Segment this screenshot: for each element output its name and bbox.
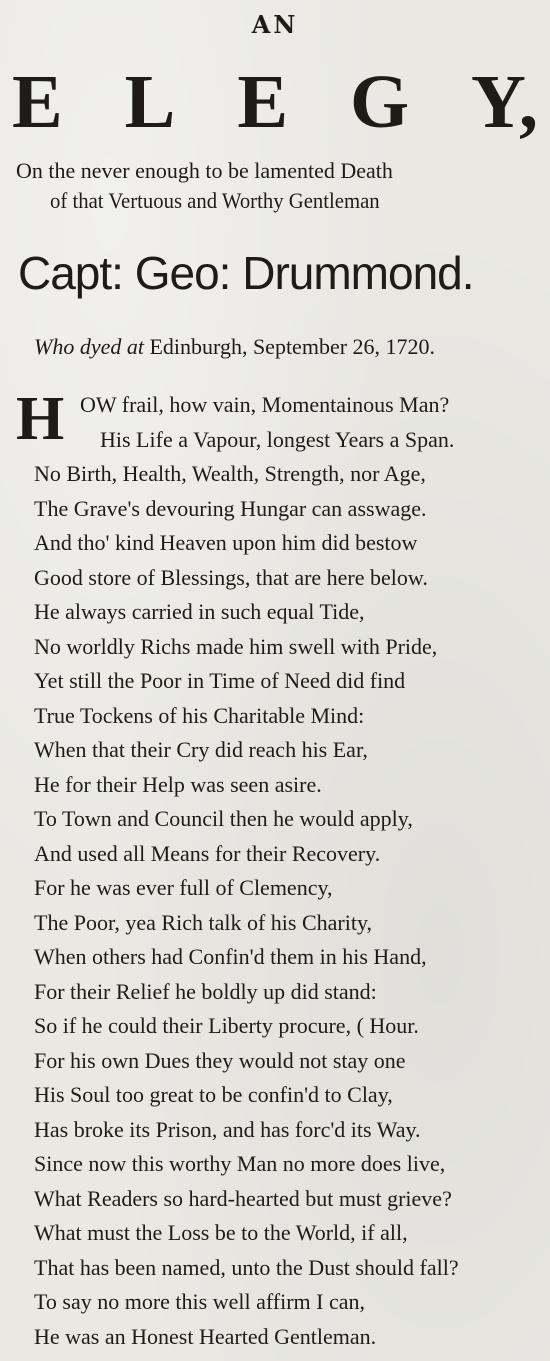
poem-line: For their Relief he boldly up did stand:: [34, 978, 377, 1004]
poem-line: To say no more this well affirm I can,: [34, 1289, 366, 1314]
elegy-letter: Y,: [471, 60, 538, 144]
elegy-letter: E: [237, 60, 289, 144]
subtitle-line-2: of that Vertuous and Worthy Gentleman: [50, 188, 380, 213]
drop-cap: H: [16, 385, 65, 453]
poem-line: Since now this worthy Man no more does live,: [34, 1151, 446, 1176]
poem-line: That has been named, unto the Dust should fall?: [34, 1254, 459, 1280]
subject-name: Capt: Geo: Drummond.: [18, 247, 474, 299]
elegy-letter: G: [349, 60, 410, 144]
poem-line: For he was ever full of Clemency,: [34, 875, 333, 900]
poem-line: No worldly Richs made him swell with Pride,: [34, 633, 438, 659]
poem-line: To Town and Council then he would apply,: [34, 806, 413, 831]
heading-elegy: [12, 62, 538, 142]
elegy-letter: L: [124, 60, 176, 144]
poem-line: And used all Means for their Recovery.: [34, 840, 381, 866]
poem-line: He always carried in such equal Tide,: [34, 599, 365, 624]
poem-line: When others had Confin'd them in his Hand,: [34, 944, 427, 969]
poem-line: The Poor, yea Rich talk of his Charity,: [34, 909, 373, 935]
death-date-line: [34, 334, 435, 360]
poem-line: Has broke its Prison, and has forc'd its Way.: [34, 1116, 421, 1142]
poem-line: His Soul too great to be confin'd to Clay,: [34, 1082, 393, 1107]
poem-line: No Birth, Health, Wealth, Strength, nor Age,: [34, 461, 426, 486]
poem-line: The Grave's devouring Hungar can asswage.: [34, 495, 427, 521]
poem-line: Good store of Blessings, that are here below.: [34, 564, 428, 590]
death-date-place: Edinburgh, September 26, 1720.: [149, 334, 436, 359]
poem-line: True Tockens of his Charitable Mind:: [34, 702, 365, 728]
elegy-letter: E: [12, 60, 63, 144]
poem-line: His Life a Vapour, longest Years a Span.: [100, 426, 455, 452]
poem-line: So if he could their Liberty procure, ( Hour.: [34, 1013, 419, 1038]
poem-line: OW frail, how vain, Momentainous Man?: [80, 392, 450, 417]
death-date-prefix: Who dyed at: [34, 334, 144, 359]
poem-line: What Readers so hard-hearted but must grieve?: [34, 1185, 452, 1211]
poem-line: When that their Cry did reach his Ear,: [34, 737, 368, 762]
poem-line: He for their Help was seen asire.: [34, 771, 322, 797]
subtitle-line-1: On the never enough to be lamented Death: [16, 158, 393, 183]
poem-line: And tho' kind Heaven upon him did bestow: [34, 530, 418, 555]
poem-line: He was an Honest Hearted Gentleman.: [34, 1323, 377, 1349]
poem-line: Yet still the Poor in Time of Need did find: [34, 668, 406, 693]
poem-line: What must the Loss be to the World, if all,: [34, 1220, 408, 1245]
heading-an: AN: [251, 10, 299, 39]
poem-line: For his own Dues they would not stay one: [34, 1047, 406, 1073]
